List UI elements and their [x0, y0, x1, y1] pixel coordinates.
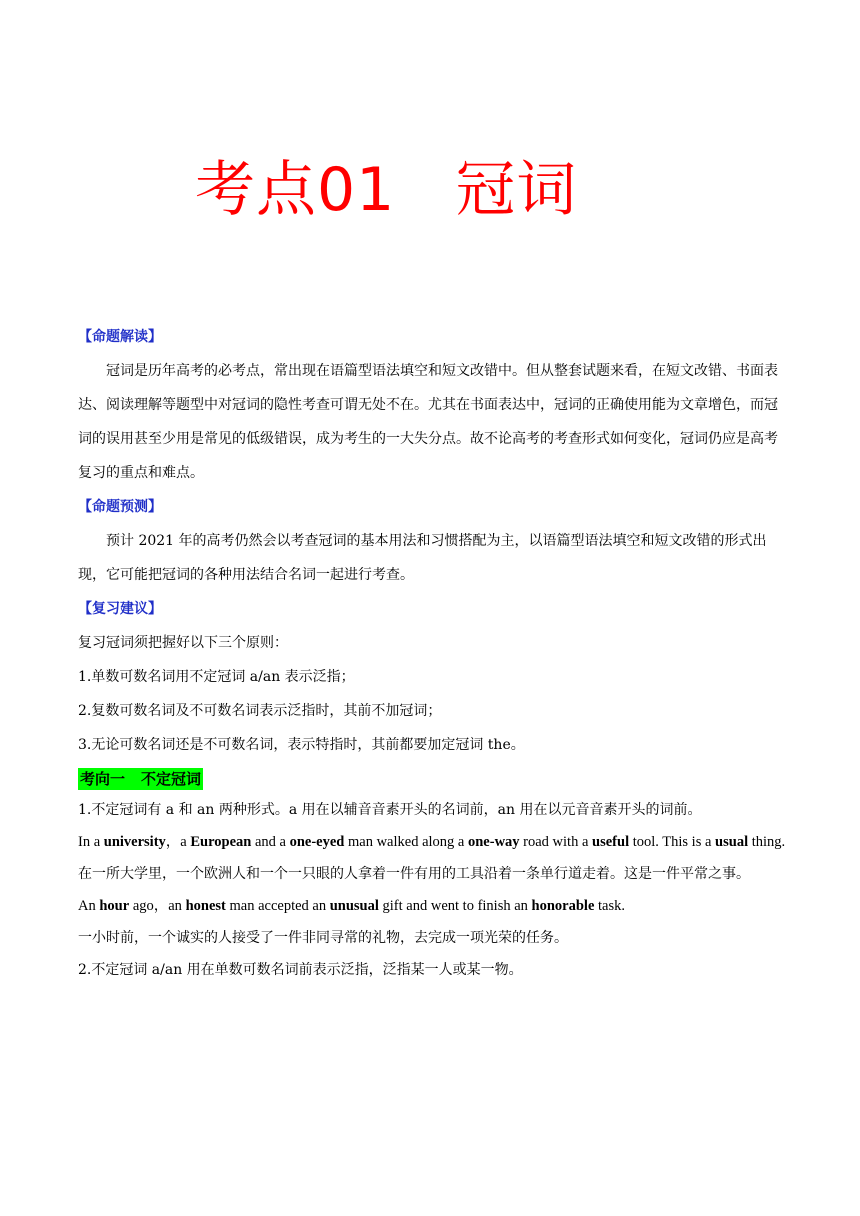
direction-tag-topic: 不定冠词 [141, 770, 202, 788]
section-heading-review: 【复习建议】 [78, 601, 162, 617]
section-heading-prediction: 【命题预测】 [78, 499, 162, 515]
title-code: 考点01 [195, 155, 396, 225]
rule-2: 2.不定冠词 a/an 用在单数可数名词前表示泛指，泛指某一人或某一物。 [78, 962, 523, 978]
interpretation-paragraph: 冠词是历年高考的必考点，常出现在语篇型语法填空和短文改错中。但从整套试题来看，在短文改错、书面表达、阅读理解等题型中对冠词的隐性考查可谓无处不在。尤其在书面表达中，冠词的正确使用能为文章增色，而冠词的误用甚至少用是常见的低级错误，成为考生的一大失分点。故不论高考的考查形式如何变化，冠词仍应是高考复习的重点和难点。 [78, 363, 778, 481]
rule-1: 1.不定冠词有 a 和 an 两种形式。a 用在以辅音音素开头的名词前，an 用在以元音音素开头的词前。 [78, 802, 702, 818]
review-item: 2.复数可数名词及不可数名词表示泛指时，其前不加冠词； [78, 703, 442, 719]
translation-1: 在一所大学里，一个欧洲人和一个一只眼的人拿着一件有用的工具沿着一条单行道走着。这是一件平常之事。 [78, 866, 750, 882]
page-title [195, 155, 578, 225]
review-intro: 复习冠词须把握好以下三个原则： [78, 635, 288, 651]
example-sentence-2: An hour ago，an honest man accepted an unusual gift and went to finish an honorable task. [78, 898, 625, 914]
review-item: 1.单数可数名词用不定冠词 a/an 表示泛指； [78, 669, 355, 685]
prediction-paragraph: 预计 2021 年的高考仍然会以考查冠词的基本用法和习惯搭配为主，以语篇型语法填空和短文改错的形式出现，它可能把冠词的各种用法结合名词一起进行考查。 [78, 533, 767, 583]
translation-2: 一小时前，一个诚实的人接受了一件非同寻常的礼物，去完成一项光荣的任务。 [78, 930, 568, 946]
example-sentence-1: In a university，a European and a one-eyed man walked along a one-way road with a useful tool. This is a usual thing. [78, 834, 786, 850]
section-heading-interpretation: 【命题解读】 [78, 329, 162, 345]
document-body [78, 320, 786, 986]
direction-tag [78, 768, 203, 790]
direction-tag-number: 考向一 [80, 770, 126, 788]
review-item: 3.无论可数名词还是不可数名词，表示特指时，其前都要加定冠词 the。 [78, 737, 525, 753]
title-topic: 冠词 [455, 155, 578, 225]
